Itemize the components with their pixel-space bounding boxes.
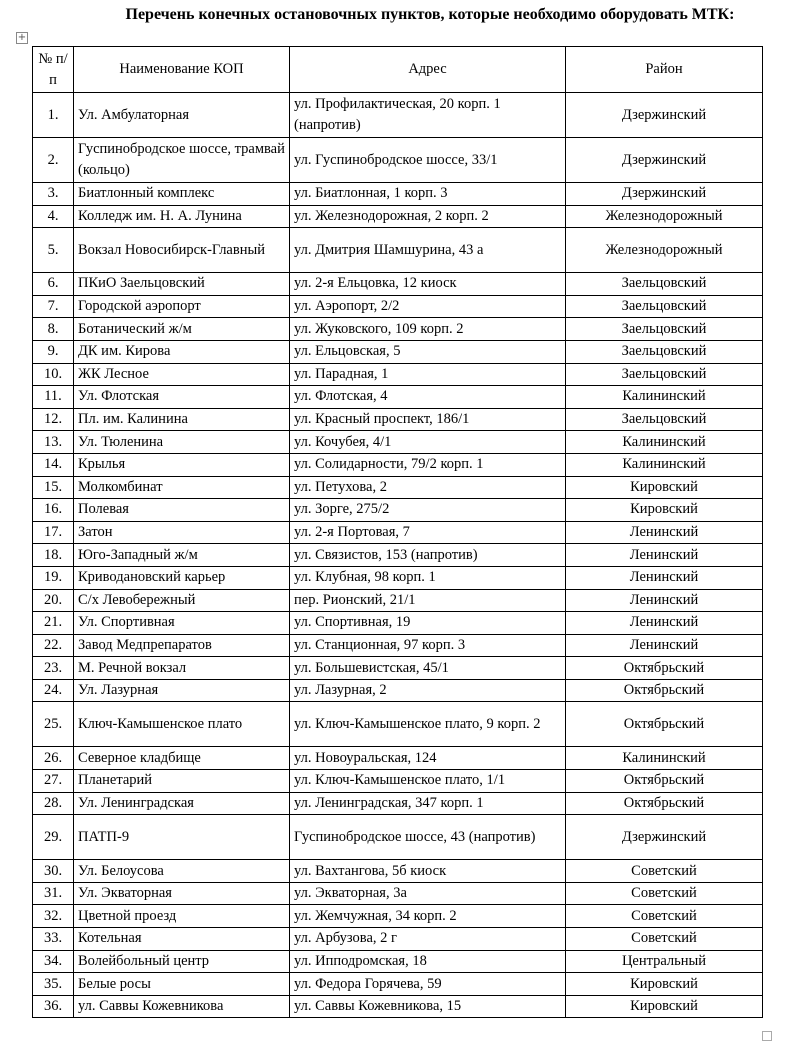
- table-row: [33, 973, 763, 996]
- row-num: 26.: [33, 747, 74, 770]
- row-address: ул. Кочубея, 4/1: [290, 431, 566, 454]
- row-num: 22.: [33, 634, 74, 657]
- row-address: ул. Связистов, 153 (напротив): [290, 544, 566, 567]
- row-name: Планетарий: [74, 770, 290, 793]
- row-name: Ул. Лазурная: [74, 679, 290, 702]
- table-row: [33, 93, 763, 138]
- row-district: Заельцовский: [566, 340, 763, 363]
- row-address: ул. Дмитрия Шамшурина, 43 а: [290, 228, 566, 273]
- row-address: Гуспинобродское шоссе, 43 (напротив): [290, 815, 566, 860]
- row-district: Калининский: [566, 747, 763, 770]
- header-name: Наименование КОП: [74, 47, 290, 93]
- row-num: 31.: [33, 882, 74, 905]
- row-district: Калининский: [566, 386, 763, 409]
- row-num: 29.: [33, 815, 74, 860]
- table-row: [33, 679, 763, 702]
- table-row: [33, 702, 763, 747]
- row-name: ул. Саввы Кожевникова: [74, 995, 290, 1018]
- table-row: [33, 340, 763, 363]
- table-row: [33, 408, 763, 431]
- row-num: 7.: [33, 295, 74, 318]
- table-row: [33, 273, 763, 296]
- table-row: [33, 905, 763, 928]
- row-district: Ленинский: [566, 589, 763, 612]
- row-num: 13.: [33, 431, 74, 454]
- row-address: ул. Федора Горячева, 59: [290, 973, 566, 996]
- row-district: Калининский: [566, 453, 763, 476]
- row-address: ул. Ключ-Камышенское плато, 1/1: [290, 770, 566, 793]
- row-name: Ул. Тюленина: [74, 431, 290, 454]
- table-row: [33, 566, 763, 589]
- row-num: 18.: [33, 544, 74, 567]
- row-name: Городской аэропорт: [74, 295, 290, 318]
- row-address: ул. Станционная, 97 корп. 3: [290, 634, 566, 657]
- row-district: Ленинский: [566, 544, 763, 567]
- row-name: Котельная: [74, 928, 290, 951]
- row-address: ул. 2-я Портовая, 7: [290, 521, 566, 544]
- table-row: [33, 499, 763, 522]
- table-row: [33, 860, 763, 883]
- row-address: ул. Жуковского, 109 корп. 2: [290, 318, 566, 341]
- row-name: ЖК Лесное: [74, 363, 290, 386]
- row-address: ул. Ельцовская, 5: [290, 340, 566, 363]
- row-district: Заельцовский: [566, 408, 763, 431]
- table-row: [33, 363, 763, 386]
- table-row: [33, 453, 763, 476]
- row-num: 6.: [33, 273, 74, 296]
- row-address: ул. Ипподромская, 18: [290, 950, 566, 973]
- row-address: ул. Парадная, 1: [290, 363, 566, 386]
- row-district: Октябрьский: [566, 657, 763, 680]
- row-address: ул. Гуспинобродское шоссе, 33/1: [290, 138, 566, 183]
- row-address: ул. Зорге, 275/2: [290, 499, 566, 522]
- table-row: [33, 950, 763, 973]
- header-address: Адрес: [290, 47, 566, 93]
- row-district: Советский: [566, 860, 763, 883]
- row-num: 9.: [33, 340, 74, 363]
- row-num: 30.: [33, 860, 74, 883]
- row-num: 19.: [33, 566, 74, 589]
- header-num: № п/п: [33, 47, 74, 93]
- row-num: 8.: [33, 318, 74, 341]
- row-address: ул. Красный проспект, 186/1: [290, 408, 566, 431]
- table-row: [33, 295, 763, 318]
- row-district: Заельцовский: [566, 295, 763, 318]
- row-name: Гуспинобродское шоссе, трамвай (кольцо): [74, 138, 290, 183]
- row-num: 1.: [33, 93, 74, 138]
- row-num: 27.: [33, 770, 74, 793]
- row-district: Дзержинский: [566, 815, 763, 860]
- row-district: Кировский: [566, 995, 763, 1018]
- row-name: Ботанический ж/м: [74, 318, 290, 341]
- row-district: Кировский: [566, 973, 763, 996]
- row-address: ул. Спортивная, 19: [290, 612, 566, 635]
- row-address: ул. Солидарности, 79/2 корп. 1: [290, 453, 566, 476]
- row-name: Пл. им. Калинина: [74, 408, 290, 431]
- row-district: Октябрьский: [566, 792, 763, 815]
- row-address: ул. Петухова, 2: [290, 476, 566, 499]
- row-address: ул. Железнодорожная, 2 корп. 2: [290, 205, 566, 228]
- table-row: [33, 882, 763, 905]
- row-name: Ул. Белоусова: [74, 860, 290, 883]
- row-address: ул. Ключ-Камышенское плато, 9 корп. 2: [290, 702, 566, 747]
- row-num: 20.: [33, 589, 74, 612]
- row-address: ул. Новоуральская, 124: [290, 747, 566, 770]
- table-row: [33, 476, 763, 499]
- row-name: ДК им. Кирова: [74, 340, 290, 363]
- row-district: Советский: [566, 928, 763, 951]
- table-header-row: [33, 47, 763, 93]
- row-district: Дзержинский: [566, 183, 763, 206]
- row-address: ул. Вахтангова, 5б киоск: [290, 860, 566, 883]
- row-num: 36.: [33, 995, 74, 1018]
- row-district: Кировский: [566, 499, 763, 522]
- table-row: [33, 792, 763, 815]
- row-address: ул. Арбузова, 2 г: [290, 928, 566, 951]
- row-district: Ленинский: [566, 521, 763, 544]
- row-address: ул. Флотская, 4: [290, 386, 566, 409]
- row-name: Ключ-Камышенское плато: [74, 702, 290, 747]
- row-district: Октябрьский: [566, 679, 763, 702]
- row-name: Молкомбинат: [74, 476, 290, 499]
- row-num: 12.: [33, 408, 74, 431]
- row-num: 35.: [33, 973, 74, 996]
- table-row: [33, 205, 763, 228]
- row-num: 15.: [33, 476, 74, 499]
- row-name: Белые росы: [74, 973, 290, 996]
- row-name: ПАТП-9: [74, 815, 290, 860]
- table-row: [33, 138, 763, 183]
- row-district: Ленинский: [566, 566, 763, 589]
- row-address: ул. Профилактическая, 20 корп. 1 (напротив): [290, 93, 566, 138]
- row-address: ул. Большевистская, 45/1: [290, 657, 566, 680]
- row-district: Октябрьский: [566, 702, 763, 747]
- row-name: М. Речной вокзал: [74, 657, 290, 680]
- document-title: Перечень конечных остановочных пунктов, которые необходимо оборудовать МТК:: [125, 6, 735, 23]
- row-name: Колледж им. Н. А. Лунина: [74, 205, 290, 228]
- table-resize-handle[interactable]: [762, 1031, 772, 1041]
- row-num: 28.: [33, 792, 74, 815]
- table-row: [33, 544, 763, 567]
- row-district: Центральный: [566, 950, 763, 973]
- row-district: Ленинский: [566, 634, 763, 657]
- row-district: Железнодорожный: [566, 228, 763, 273]
- row-num: 2.: [33, 138, 74, 183]
- row-address: ул. Биатлонная, 1 корп. 3: [290, 183, 566, 206]
- row-address: ул. Лазурная, 2: [290, 679, 566, 702]
- row-address: ул. 2-я Ельцовка, 12 киоск: [290, 273, 566, 296]
- row-name: Северное кладбище: [74, 747, 290, 770]
- row-num: 32.: [33, 905, 74, 928]
- row-district: Советский: [566, 882, 763, 905]
- row-district: Калининский: [566, 431, 763, 454]
- row-district: Октябрьский: [566, 770, 763, 793]
- row-num: 33.: [33, 928, 74, 951]
- row-num: 17.: [33, 521, 74, 544]
- row-name: С/х Левобережный: [74, 589, 290, 612]
- row-district: Кировский: [566, 476, 763, 499]
- table-row: [33, 318, 763, 341]
- row-district: Заельцовский: [566, 273, 763, 296]
- row-district: Советский: [566, 905, 763, 928]
- row-address: ул. Саввы Кожевникова, 15: [290, 995, 566, 1018]
- row-num: 34.: [33, 950, 74, 973]
- row-num: 3.: [33, 183, 74, 206]
- table-row: [33, 657, 763, 680]
- row-district: Железнодорожный: [566, 205, 763, 228]
- row-name: Ул. Амбулаторная: [74, 93, 290, 138]
- table-row: [33, 747, 763, 770]
- row-name: ПКиО Заельцовский: [74, 273, 290, 296]
- row-name: Цветной проезд: [74, 905, 290, 928]
- row-num: 25.: [33, 702, 74, 747]
- table-row: [33, 228, 763, 273]
- table-row: [33, 521, 763, 544]
- row-num: 23.: [33, 657, 74, 680]
- row-district: Дзержинский: [566, 138, 763, 183]
- table-row: [33, 431, 763, 454]
- row-name: Затон: [74, 521, 290, 544]
- row-address: ул. Клубная, 98 корп. 1: [290, 566, 566, 589]
- row-num: 10.: [33, 363, 74, 386]
- table-body: [33, 93, 763, 1018]
- row-num: 16.: [33, 499, 74, 522]
- row-district: Заельцовский: [566, 363, 763, 386]
- row-district: Ленинский: [566, 612, 763, 635]
- row-name: Вокзал Новосибирск-Главный: [74, 228, 290, 273]
- row-num: 24.: [33, 679, 74, 702]
- row-name: Ул. Флотская: [74, 386, 290, 409]
- table-row: [33, 928, 763, 951]
- table-row: [33, 815, 763, 860]
- row-num: 21.: [33, 612, 74, 635]
- row-name: Биатлонный комплекс: [74, 183, 290, 206]
- row-num: 4.: [33, 205, 74, 228]
- row-num: 14.: [33, 453, 74, 476]
- table-row: [33, 634, 763, 657]
- row-district: Дзержинский: [566, 93, 763, 138]
- row-address: ул. Ленинградская, 347 корп. 1: [290, 792, 566, 815]
- row-name: Криводановский карьер: [74, 566, 290, 589]
- row-name: Ул. Экваторная: [74, 882, 290, 905]
- row-name: Полевая: [74, 499, 290, 522]
- row-district: Заельцовский: [566, 318, 763, 341]
- row-name: Ул. Ленинградская: [74, 792, 290, 815]
- table-row: [33, 612, 763, 635]
- table-row: [33, 183, 763, 206]
- row-num: 11.: [33, 386, 74, 409]
- row-name: Ул. Спортивная: [74, 612, 290, 635]
- row-num: 5.: [33, 228, 74, 273]
- row-name: Волейбольный центр: [74, 950, 290, 973]
- row-name: Завод Медпрепаратов: [74, 634, 290, 657]
- table-row: [33, 386, 763, 409]
- row-name: Юго-Западный ж/м: [74, 544, 290, 567]
- row-name: Крылья: [74, 453, 290, 476]
- header-district: Район: [566, 47, 763, 93]
- table-row: [33, 995, 763, 1018]
- row-address: ул. Жемчужная, 34 корп. 2: [290, 905, 566, 928]
- row-address: ул. Экваторная, 3а: [290, 882, 566, 905]
- table-row: [33, 770, 763, 793]
- row-address: пер. Рионский, 21/1: [290, 589, 566, 612]
- stops-table: [32, 46, 763, 1018]
- row-address: ул. Аэропорт, 2/2: [290, 295, 566, 318]
- table-move-handle-icon[interactable]: +: [17, 32, 27, 43]
- table-row: [33, 589, 763, 612]
